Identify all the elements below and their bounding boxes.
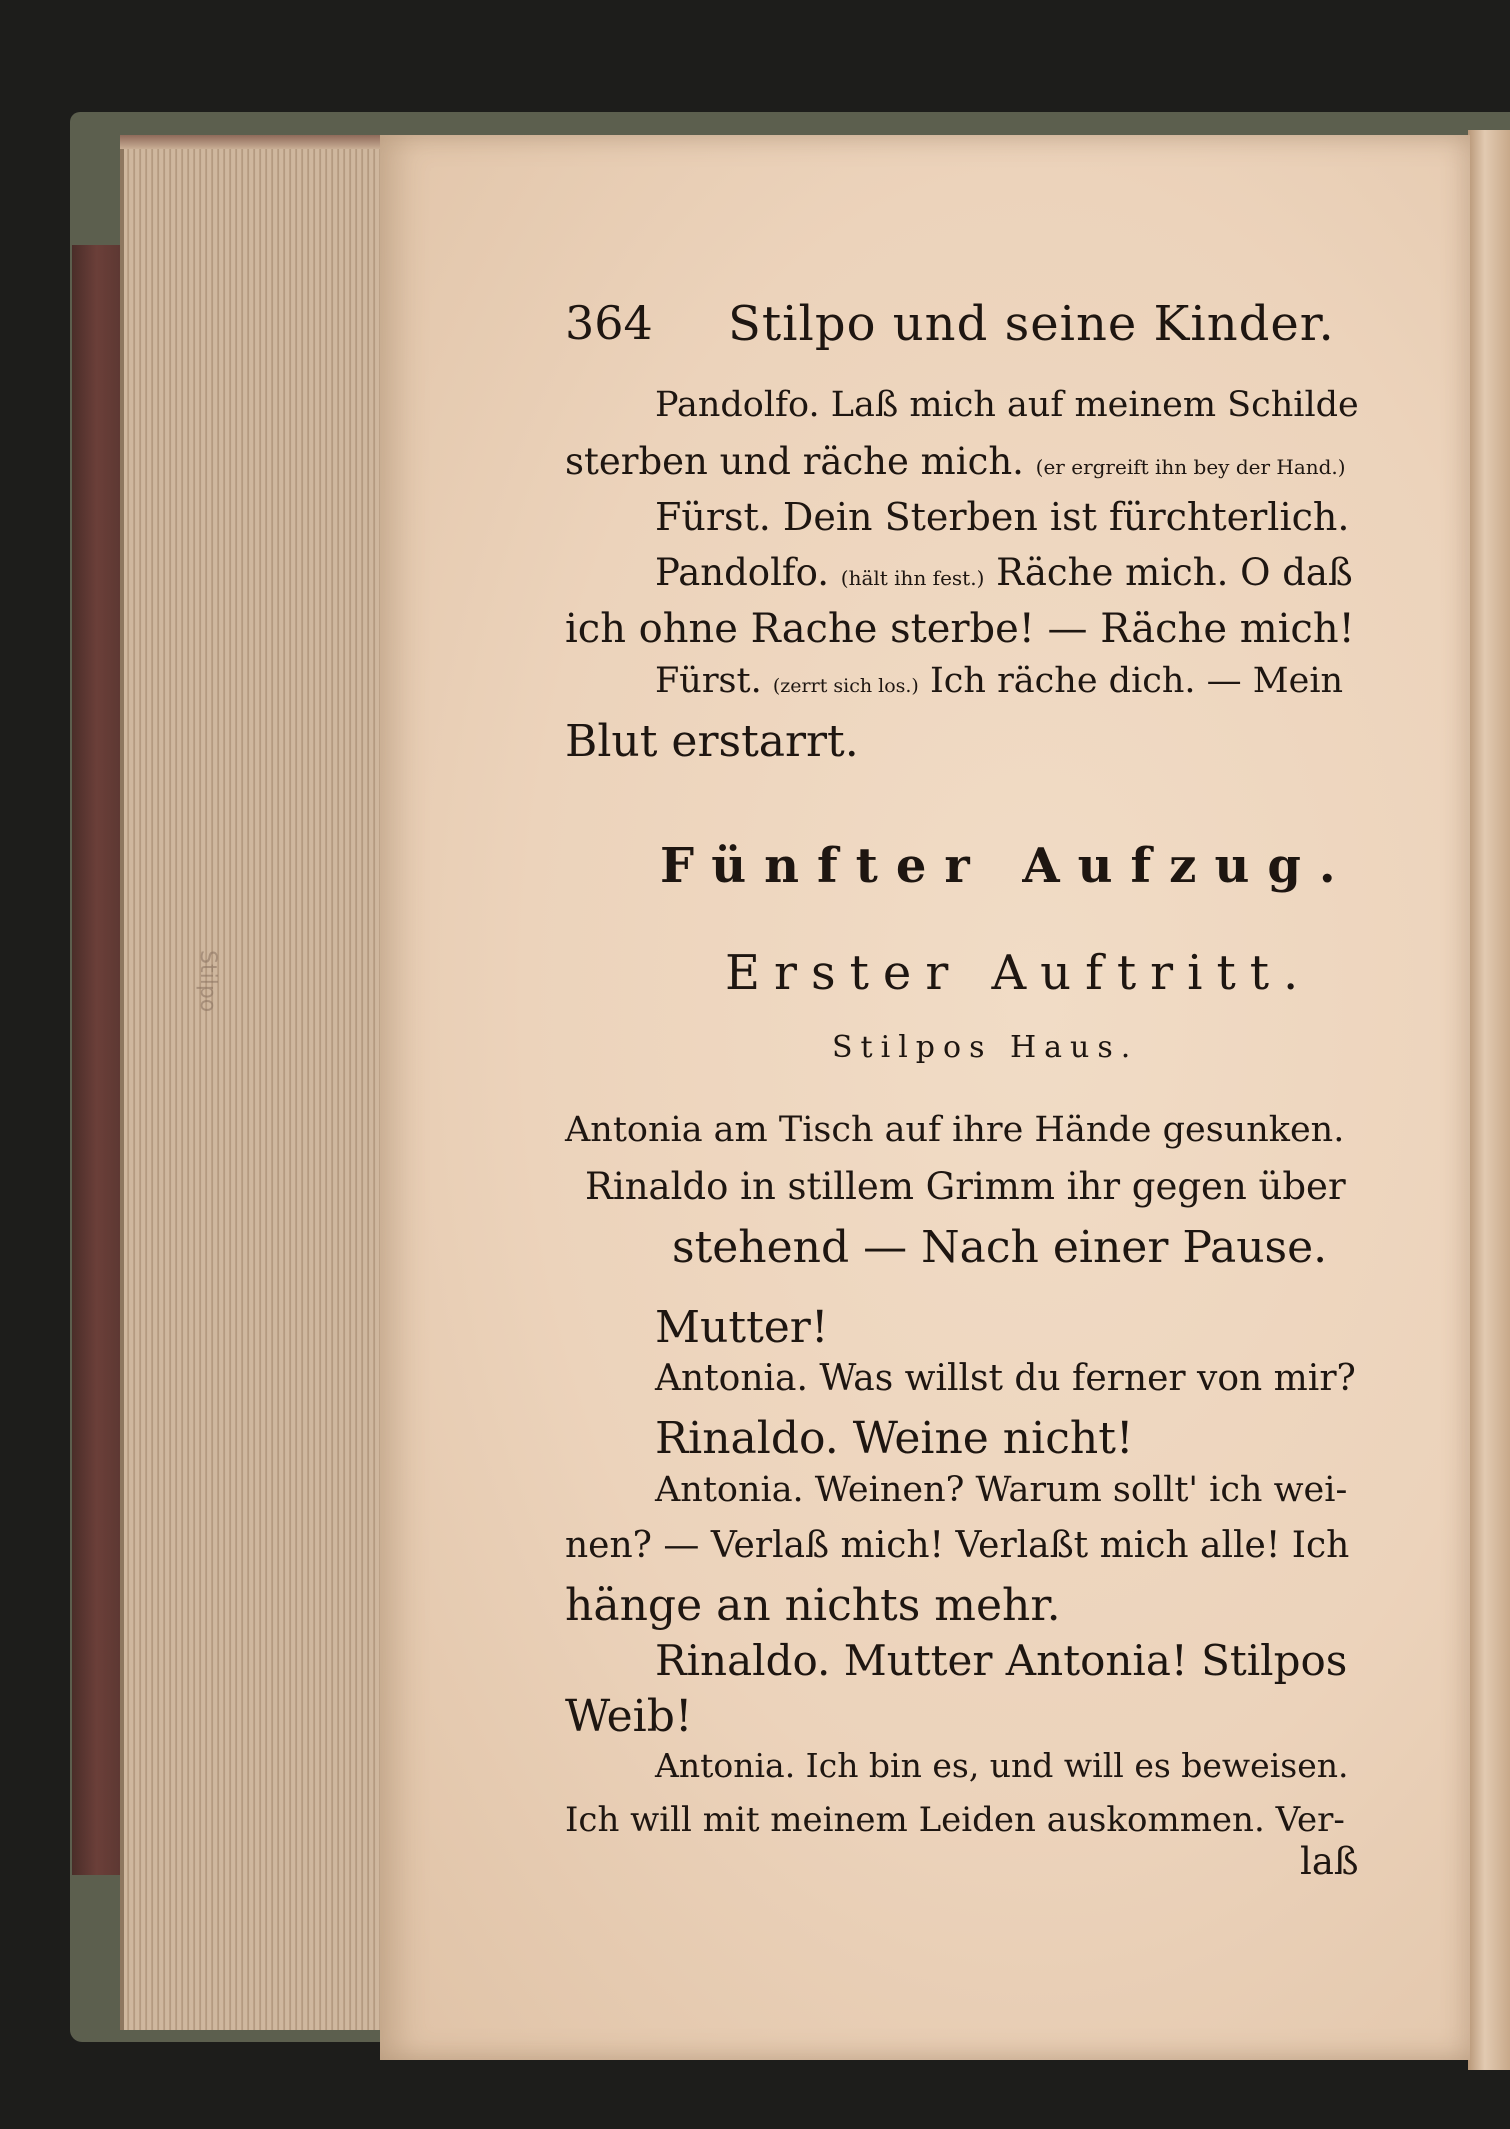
stage-direction-inline: (hält ihn fest.): [840, 566, 985, 590]
dialogue-line-2: Antonia. Was willst du ferner von mir?: [655, 1358, 1356, 1399]
scene-heading: Erster Auftritt.: [725, 945, 1313, 1001]
stage-direction-inline: (zerrt sich los.): [772, 675, 919, 697]
pre-line-2-text: sterben und räche mich.: [565, 440, 1024, 483]
place-heading: Stilpos Haus.: [832, 1030, 1139, 1065]
pre-line-2: [565, 440, 1346, 483]
stage-direction-2: Rinaldo in stillem Grimm ihr gegen über: [585, 1165, 1346, 1208]
dialogue-line-1: Mutter!: [655, 1302, 829, 1353]
dialogue-line-6: hänge an nichts mehr.: [565, 1580, 1061, 1631]
running-title: Stilpo und seine Kinder.: [728, 296, 1335, 352]
dialogue-line-5: nen? — Verlaß mich! Verlaßt mich alle! Ich: [565, 1525, 1350, 1566]
pre-line-6-text: Ich räche dich. — Mein: [929, 661, 1344, 701]
pre-line-4-speaker: Pandolfo.: [655, 551, 829, 594]
dialogue-line-8: Weib!: [565, 1691, 693, 1742]
dialogue-line-4: Antonia. Weinen? Warum sollt' ich wei-: [655, 1470, 1348, 1510]
page-number: 364: [565, 296, 653, 350]
pre-line-7: Blut erstarrt.: [565, 716, 859, 767]
facing-page-edge: [1468, 130, 1510, 2070]
catchword: laß: [1300, 1840, 1359, 1883]
pre-line-6-speaker: Fürst.: [655, 661, 762, 701]
dialogue-line-9: Antonia. Ich bin es, und will es beweisen.: [655, 1746, 1349, 1785]
stage-direction-3: stehend — Nach einer Pause.: [672, 1222, 1328, 1273]
stage-direction-inline: (er ergreift ihn bey der Hand.): [1035, 455, 1346, 479]
dialogue-line-7: Rinaldo. Mutter Antonia! Stilpos: [655, 1636, 1348, 1685]
pre-line-3: Fürst. Dein Sterben ist fürchterlich.: [655, 495, 1350, 539]
pre-line-1: Pandolfo. Laß mich auf meinem Schilde: [655, 385, 1359, 425]
bleed-through-text: Stilpo: [195, 950, 220, 1013]
pre-line-6: [655, 661, 1343, 701]
pre-line-4: [655, 551, 1353, 594]
stage-direction-1: Antonia am Tisch auf ihre Hände gesunken.: [565, 1110, 1345, 1150]
act-heading: Fünfter Aufzug.: [660, 838, 1354, 894]
pre-line-4-text: Räche mich. O daß: [996, 551, 1353, 594]
dialogue-line-10: Ich will mit meinem Leiden auskommen. Ver-: [565, 1800, 1345, 1840]
pre-line-5: ich ohne Rache sterbe! — Räche mich!: [565, 606, 1355, 652]
page-stack: [120, 140, 386, 2030]
dialogue-line-3: Rinaldo. Weine nicht!: [655, 1413, 1134, 1464]
